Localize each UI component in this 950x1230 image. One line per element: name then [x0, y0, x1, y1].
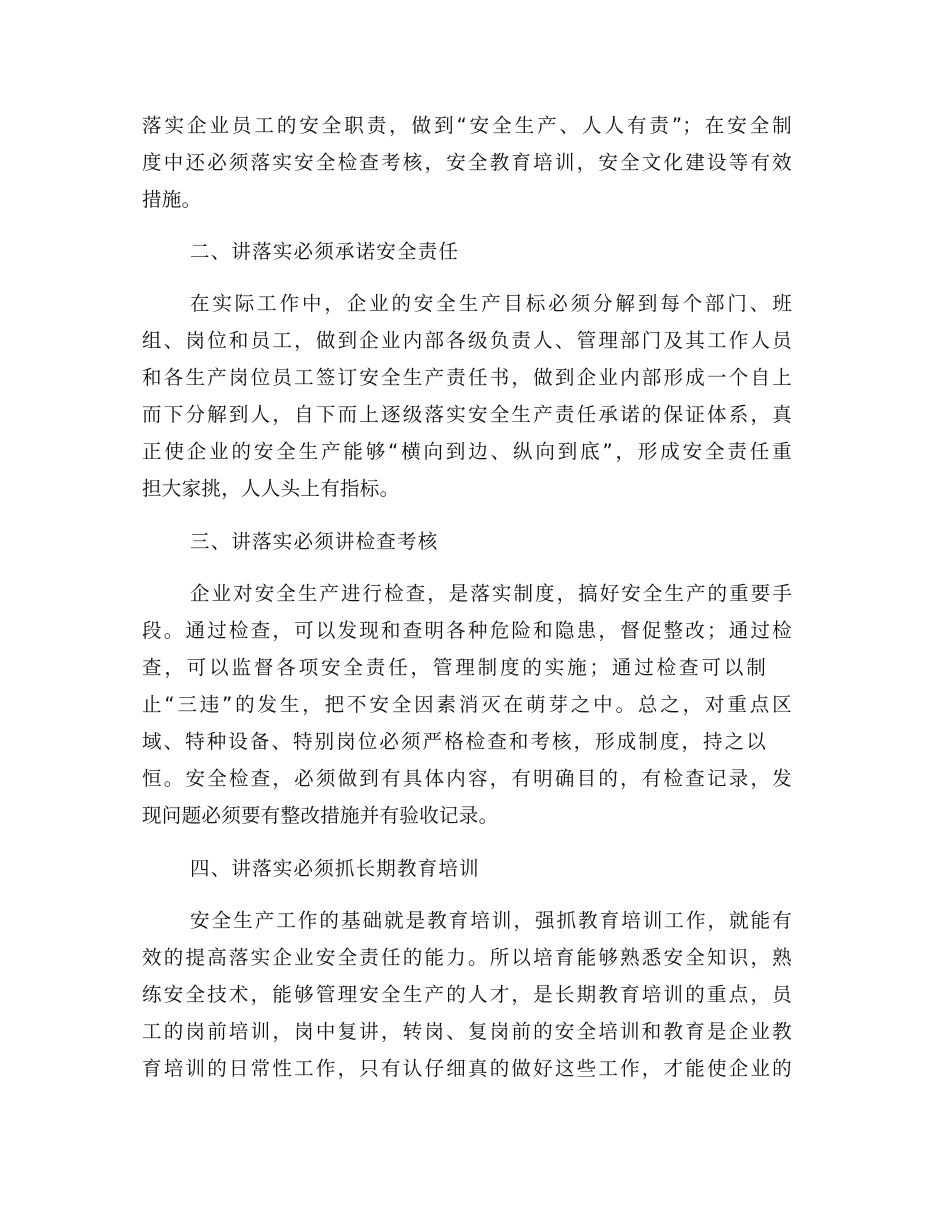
- paragraph-line: 措施。: [142, 188, 202, 211]
- paragraph-line: 域、特种设备、特别岗位必须严格检查和考核，形成制度，持之以: [142, 730, 766, 753]
- paragraph-line: 正使企业的安全生产能够“横向到边、纵向到底”，形成安全责任重: [142, 440, 792, 463]
- section-heading: 三、讲落实必须讲检查考核: [190, 530, 439, 553]
- paragraph-line: 育培训的日常性工作，只有认仔细真的做好这些工作，才能使企业的: [142, 1057, 792, 1080]
- paragraph-line: 段。通过检查，可以发现和查明各种危险和隐患，督促整改；通过检: [142, 619, 792, 642]
- paragraph-line: 练安全技术，能够管理安全生产的人才，是长期教育培训的重点，员: [142, 983, 792, 1006]
- paragraph-line: 效的提高落实企业安全责任的能力。所以培育能够熟悉安全知识，熟: [142, 946, 792, 969]
- paragraph-line: 在实际工作中，企业的安全生产目标必须分解到每个部门、班: [190, 292, 792, 315]
- paragraph-line: 企业对安全生产进行检查，是落实制度，搞好安全生产的重要手: [190, 582, 792, 605]
- paragraph-line: 担大家挑，人人头上有指标。: [142, 477, 400, 500]
- paragraph-line: 和各生产岗位员工签订安全生产责任书，做到企业内部形成一个自上: [142, 366, 792, 389]
- paragraph-line: 安全生产工作的基础就是教育培训，强抓教育培训工作，就能有: [190, 909, 792, 932]
- section-heading: 二、讲落实必须承诺安全责任: [190, 240, 460, 263]
- paragraph-line: 而下分解到人，自下而上逐级落实安全生产责任承诺的保证体系，真: [142, 403, 792, 426]
- paragraph-line: 工的岗前培训，岗中复讲，转岗、复岗前的安全培训和教育是企业教: [142, 1020, 792, 1043]
- paragraph-line: 恒。安全检查，必须做到有具体内容，有明确目的，有检查记录，发: [142, 767, 792, 790]
- paragraph-line: 度中还必须落实安全检查考核，安全教育培训，安全文化建设等有效: [142, 151, 792, 174]
- paragraph-line: 现问题必须要有整改措施并有验收记录。: [142, 804, 499, 827]
- paragraph-line: 落实企业员工的安全职责，做到“安全生产、人人有责”；在安全制: [142, 114, 792, 137]
- section-heading: 四、讲落实必须抓长期教育培训: [190, 857, 480, 880]
- paragraph-line: 查，可以监督各项安全责任，管理制度的实施；通过检查可以制: [142, 656, 766, 679]
- paragraph-line: 止“三违”的发生，把不安全因素消灭在萌芽之中。总之，对重点区: [142, 693, 792, 716]
- paragraph-line: 组、岗位和员工，做到企业内部各级负责人、管理部门及其工作人员: [142, 329, 792, 352]
